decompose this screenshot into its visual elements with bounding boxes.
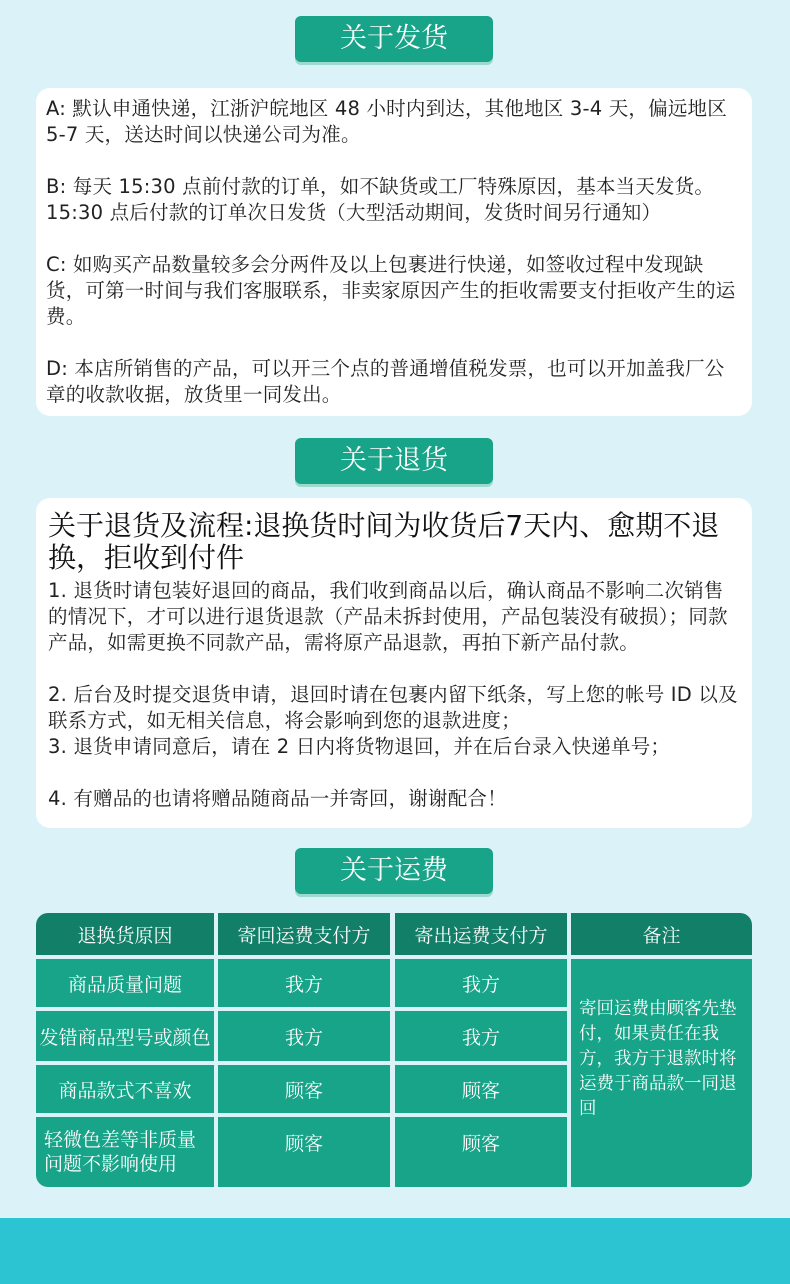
table-cell-send-payer: 我方 <box>395 959 567 1007</box>
table-cell-reason: 商品款式不喜欢 <box>36 1065 214 1113</box>
shipping-section-title: 关于发货 <box>295 16 493 62</box>
table-cell-return-payer: 我方 <box>218 959 390 1007</box>
table-cell-return-payer: 顾客 <box>218 1117 390 1187</box>
table-header-send-payer: 寄出运费支付方 <box>395 913 567 955</box>
table-cell-send-payer: 我方 <box>395 1011 567 1061</box>
returns-heading: 关于退货及流程:退换货时间为收货后7天内、愈期不退换，拒收到付件 <box>48 509 720 574</box>
table-cell-reason: 发错商品型号或颜色 <box>36 1011 214 1061</box>
shipping-paragraph-b: B: 每天 15:30 点前付款的订单，如不缺货或工厂特殊原因，基本当天发货。15:30 点后付款的订单次日发货（大型活动期间，发货时间另行通知） <box>46 175 715 224</box>
freight-section-title: 关于运费 <box>295 848 493 894</box>
footer-band <box>0 1218 790 1284</box>
returns-paragraph-2: 2. 后台及时提交退货申请，退回时请在包裹内留下纸条，写上您的帐号 ID 以及联系方式，如无相关信息，将会影响到您的退款进度； <box>48 683 738 732</box>
table-cell-reason: 轻微色差等非质量问题不影响使用 <box>36 1117 214 1187</box>
table-header-reason: 退换货原因 <box>36 913 214 955</box>
returns-section-title: 关于退货 <box>295 438 493 484</box>
table-cell-send-payer: 顾客 <box>395 1065 567 1113</box>
table-cell-return-payer: 顾客 <box>218 1065 390 1113</box>
table-cell-return-payer: 我方 <box>218 1011 390 1061</box>
returns-paragraph-3: 3. 退货申请同意后，请在 2 日内将货物退回，并在后台录入快递单号； <box>48 735 671 758</box>
table-header-return-payer: 寄回运费支付方 <box>218 913 390 955</box>
table-header-note: 备注 <box>571 913 752 955</box>
shipping-paragraph-a: A: 默认申通快递，江浙沪皖地区 48 小时内到达，其他地区 3-4 天，偏远地区 5-7 天，送达时间以快递公司为准。 <box>46 97 727 146</box>
shipping-paragraph-c: C: 如购买产品数量较多会分两件及以上包裹进行快递，如签收过程中发现缺货，可第一时间与我们客服联系，非卖家原因产生的拒收需要支付拒收产生的运费。 <box>46 253 736 328</box>
returns-paragraph-1: 1. 退货时请包装好退回的商品，我们收到商品以后，确认商品不影响二次销售的情况下，才可以进行退货退款（产品未拆封使用，产品包装没有破损）；同款产品，如需更换不同款产品，需将原产品退款，再拍下新产品付款。 <box>48 579 728 654</box>
returns-paragraph-4: 4. 有赠品的也请将赠品随商品一并寄回，谢谢配合！ <box>48 787 507 810</box>
shipping-info-card <box>36 88 752 416</box>
returns-info-card <box>36 498 752 828</box>
table-cell-note: 寄回运费由顾客先垫付，如果责任在我方，我方于退款时将运费于商品款一同退回 <box>571 959 752 1187</box>
shipping-paragraph-d: D: 本店所销售的产品，可以开三个点的普通增值税发票，也可以开加盖我厂公章的收款收据，放货里一同发出。 <box>46 357 725 406</box>
table-cell-reason: 商品质量问题 <box>36 959 214 1007</box>
table-cell-send-payer: 顾客 <box>395 1117 567 1187</box>
